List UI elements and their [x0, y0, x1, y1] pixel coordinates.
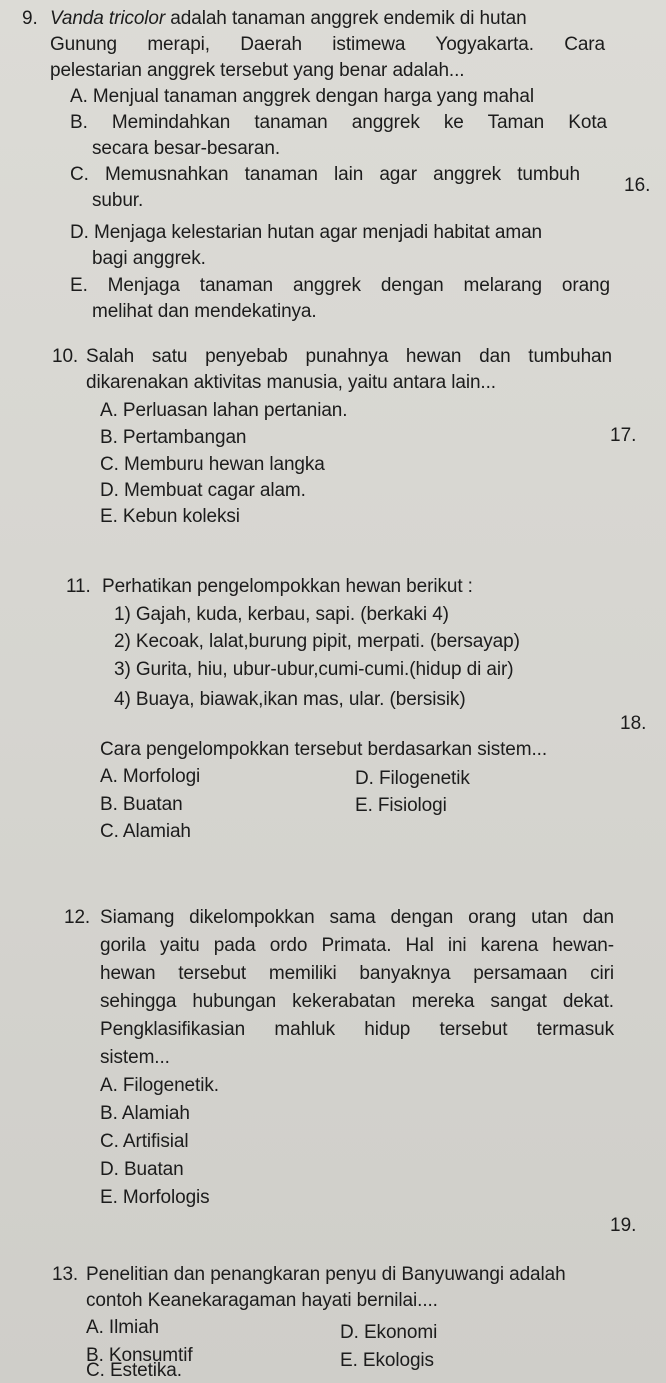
option-e: E. Morfologis — [100, 1187, 210, 1208]
option-b: B. Alamiah — [100, 1103, 190, 1124]
option-a: A. Ilmiah — [86, 1317, 160, 1338]
question-stem-line — [50, 8, 527, 30]
option-c-continuation: subur. — [92, 190, 144, 211]
option-d: D. Menjaga kelestarian hutan agar menjadi habitat aman — [70, 222, 543, 243]
option-c: C. Memburu hewan langka — [100, 454, 325, 475]
option-d: D. Filogenetik — [355, 768, 470, 789]
question-stem-line: sehingga hubungan kekerabatan mereka sangat dekat. — [100, 991, 614, 1012]
option-a: A. Perluasan lahan pertanian. — [100, 400, 348, 421]
option-c: C. Estetika. — [86, 1360, 182, 1381]
option-d-continuation: bagi anggrek. — [92, 248, 206, 269]
question-stem-line: Pengklasifikasian mahluk hidup tersebut termasuk — [100, 1019, 614, 1040]
question-number: 12. — [64, 907, 91, 928]
question-stem-line: hewan tersebut memiliki banyaknya persamaan ciri — [100, 963, 614, 984]
option-b: B. Buatan — [100, 794, 183, 815]
option-d: D. Ekonomi — [340, 1322, 438, 1343]
question-stem-line: contoh Keanekaragaman hayati bernilai.... — [86, 1290, 438, 1311]
question-number: 10. — [52, 346, 79, 367]
question-stem-line: Gunung merapi, Daerah istimewa Yogyakarta. Cara — [50, 34, 605, 55]
option-d: D. Buatan — [100, 1159, 184, 1180]
stem-text: adalah tanaman anggrek endemik di hutan — [165, 8, 527, 29]
question-number: 11. — [66, 576, 91, 597]
option-b: B. Pertambangan — [100, 427, 247, 448]
option-e: E. Kebun koleksi — [100, 506, 240, 527]
margin-number: 16. — [624, 175, 651, 196]
option-a: A. Menjual tanaman anggrek dengan harga yang mahal — [70, 86, 534, 107]
option-c: C. Artifisial — [100, 1131, 189, 1152]
list-item: 1) Gajah, kuda, kerbau, sapi. (berkaki 4) — [114, 604, 449, 625]
margin-number: 18. — [620, 713, 647, 734]
option-e: E. Menjaga tanaman anggrek dengan melarang orang — [70, 275, 610, 296]
option-e: E. Fisiologi — [355, 795, 447, 816]
option-c: C. Alamiah — [100, 821, 191, 842]
question-stem-line: Penelitian dan penangkaran penyu di Banyuwangi adalah — [86, 1264, 566, 1285]
question-stem-line: dikarenakan aktivitas manusia, yaitu antara lain... — [86, 372, 496, 393]
option-e-continuation: melihat dan mendekatinya. — [92, 301, 317, 322]
question-stem-line: gorila yaitu pada ordo Primata. Hal ini karena hewan- — [100, 935, 614, 956]
question-stem-line: pelestarian anggrek tersebut yang benar adalah... — [50, 60, 465, 81]
option-a: A. Morfologi — [100, 766, 201, 787]
question-stem-line: Siamang dikelompokkan sama dengan orang utan dan — [100, 907, 614, 928]
question-stem-line: sistem... — [100, 1047, 170, 1068]
list-item: 4) Buaya, biawak,ikan mas, ular. (bersisik) — [114, 689, 466, 710]
species-name: Vanda tricolor — [50, 8, 166, 29]
list-item: 2) Kecoak, lalat,burung pipit, merpati. (bersayap) — [114, 631, 520, 652]
question-number: 9. — [22, 8, 38, 29]
question-prompt: Cara pengelompokkan tersebut berdasarkan sistem... — [100, 739, 548, 760]
option-e: E. Ekologis — [340, 1350, 434, 1371]
option-b-continuation: secara besar-besaran. — [92, 138, 281, 159]
question-stem-line: Salah satu penyebab punahnya hewan dan tumbuhan — [86, 346, 612, 367]
question-number: 13. — [52, 1264, 79, 1285]
list-item: 3) Gurita, hiu, ubur-ubur,cumi-cumi.(hidup di air) — [114, 659, 514, 680]
margin-number: 19. — [610, 1215, 637, 1236]
margin-number: 17. — [610, 425, 637, 446]
option-a: A. Filogenetik. — [100, 1075, 219, 1096]
option-b: B. Konsumtif — [86, 1345, 193, 1366]
question-stem: Perhatikan pengelompokkan hewan berikut : — [102, 576, 473, 597]
option-b: B. Memindahkan tanaman anggrek ke Taman Kota — [70, 112, 607, 133]
option-d: D. Membuat cagar alam. — [100, 480, 306, 501]
option-c: C. Memusnahkan tanaman lain agar anggrek tumbuh — [70, 164, 580, 185]
